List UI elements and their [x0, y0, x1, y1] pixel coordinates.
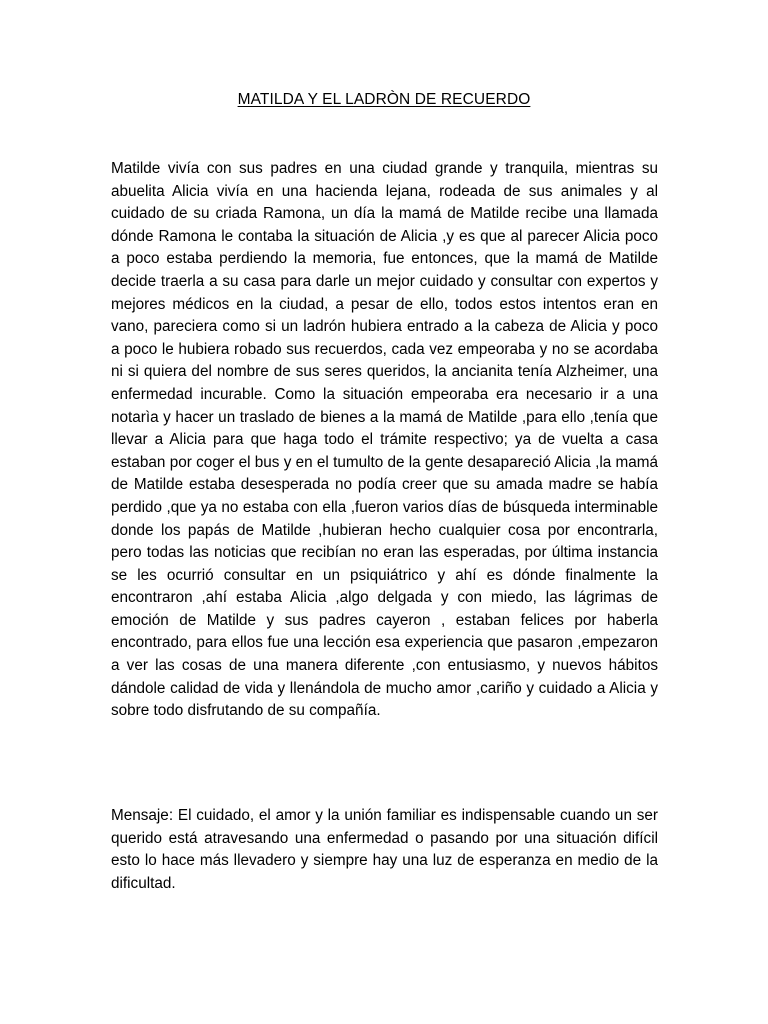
story-paragraph: Matilde vivía con sus padres en una ciudad grande y tranquila, mientras su abuelita Alicia vivía en una hacienda lejana, rodeada de sus animales y al cuidado de su criada Ramona, un día la mamá de Matilde recibe una llamada dónde Ramona le contaba la situación de Alicia ,y es que al parecer Alicia poco a poco estaba perdiendo la memoria, fue entonces, que la mamá de Matilde decide traerla a su casa para darle un mejor cuidado y consultar con expertos y mejores médicos en la ciudad, a pesar de ello, todos estos intentos eran en vano, pareciera como si un ladrón hubiera entrado a la cabeza de Alicia y poco a poco le hubiera robado sus recuerdos, cada vez empeoraba y no se acordaba ni si quiera del nombre de sus seres queridos, la ancianita tenía Alzheimer, una enfermedad incurable. Como la situación empeoraba era necesario ir a una notarìa y hacer un traslado de bienes a la mamá de Matilde ,para ello ,tenía que llevar a Alicia para que haga todo el trámite respectivo; ya de vuelta a casa estaban por coger el bus y en el tumulto de la gente desapareció Alicia ,la mamá de Matilde estaba desesperada no podía creer que su amada madre se había perdido ,que ya no estaba con ella ,fueron varios días de búsqueda interminable donde los papás de Matilde ,hubieran hecho cualquier cosa por encontrarla, pero todas las noticias que recibían no eran las esperadas, por última instancia se les ocurrió consultar en un psiquiátrico y ahí es dónde finalmente la encontraron ,ahí estaba Alicia ,algo delgada y con miedo, las lágrimas de emoción de Matilde y sus padres cayeron , estaban felices por haberla encontrado, para ellos fue una lección esa experiencia que pasaron ,empezaron a ver las cosas de una manera diferente ,con entusiasmo, y nuevos hábitos dándole calidad de vida y llenándola de mucho amor ,cariño y cuidado a Alicia y sobre todo disfrutando de su compañía. — [111, 160, 658, 720]
message-paragraph: Mensaje: El cuidado, el amor y la unión familiar es indispensable cuando un ser querido está atravesando una enfermedad o pasando por una situación difícil esto lo hace más llevadero y siempre hay una luz de esperanza en medio de la dificultad. — [111, 807, 658, 892]
document-title: MATILDA Y EL LADRÒN DE RECUERDO — [237, 91, 531, 108]
